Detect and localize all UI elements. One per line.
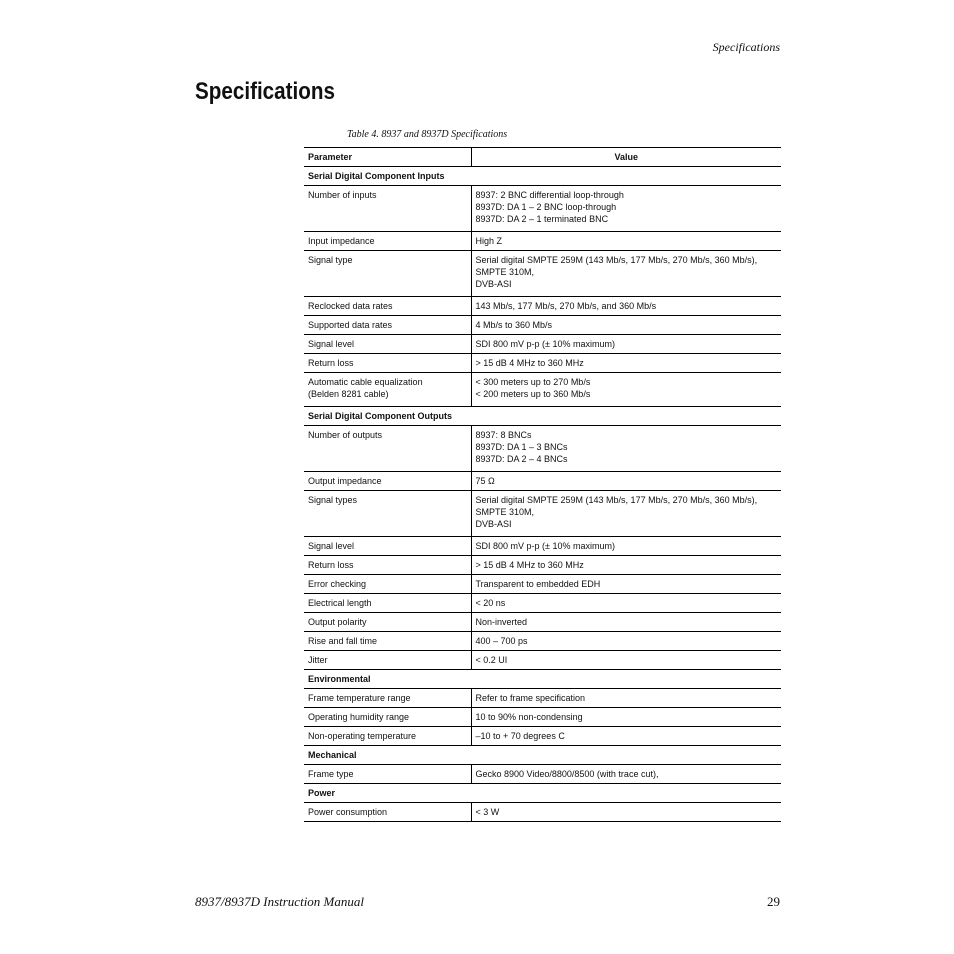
page-number: 29 [767,894,780,909]
value-cell: SDI 800 mV p-p (± 10% maximum) [471,537,781,556]
parameter-cell: Power consumption [304,803,471,822]
value-cell: < 3 W [471,803,781,822]
parameter-cell: Input impedance [304,232,471,251]
parameter-cell: Output polarity [304,613,471,632]
parameter-cell: Supported data rates [304,316,471,335]
parameter-cell: Return loss [304,354,471,373]
parameter-cell: Return loss [304,556,471,575]
table-row [304,537,781,556]
value-cell: 8937: 2 BNC differential loop-through 8937D: DA 1 – 2 BNC loop-through 8937D: DA 2 – 1 terminated BNC [471,186,781,232]
value-cell: SDI 800 mV p-p (± 10% maximum) [471,335,781,354]
section-title: Mechanical [304,746,781,765]
table-row [304,491,781,537]
table-caption: Table 4. 8937 and 8937D Specifications [347,129,508,140]
parameter-cell: Electrical length [304,594,471,613]
table-row [304,297,781,316]
table-row [304,632,781,651]
value-cell: Serial digital SMPTE 259M (143 Mb/s, 177 Mb/s, 270 Mb/s, 360 Mb/s), SMPTE 310M, DVB-ASI [471,491,781,537]
parameter-cell: Number of inputs [304,186,471,232]
running-head: Specifications [712,40,780,54]
table-row [304,472,781,491]
specifications-table-body [304,167,781,822]
value-cell: 400 – 700 ps [471,632,781,651]
parameter-cell: Signal types [304,491,471,537]
parameter-column-header: Parameter [304,148,471,167]
parameter-cell: Signal level [304,537,471,556]
parameter-cell: Jitter [304,651,471,670]
section-header-row [304,746,781,765]
table-row [304,354,781,373]
table-header-row [304,148,781,167]
value-cell: –10 to + 70 degrees C [471,727,781,746]
value-cell: 75 Ω [471,472,781,491]
value-cell: < 0.2 UI [471,651,781,670]
table-row [304,373,781,407]
value-cell: < 20 ns [471,594,781,613]
parameter-cell: Reclocked data rates [304,297,471,316]
footer-manual-title: 8937/8937D Instruction Manual [195,894,364,909]
value-cell: 4 Mb/s to 360 Mb/s [471,316,781,335]
table-row [304,232,781,251]
value-cell: High Z [471,232,781,251]
value-cell: < 300 meters up to 270 Mb/s < 200 meters up to 360 Mb/s [471,373,781,407]
table-row [304,651,781,670]
value-cell: Gecko 8900 Video/8800/8500 (with trace cut), [471,765,781,784]
value-cell: 143 Mb/s, 177 Mb/s, 270 Mb/s, and 360 Mb/s [471,297,781,316]
value-cell: > 15 dB 4 MHz to 360 MHz [471,354,781,373]
table-row [304,803,781,822]
table-row [304,335,781,354]
section-header-row [304,167,781,186]
parameter-cell: Frame type [304,765,471,784]
parameter-cell: Error checking [304,575,471,594]
section-title: Serial Digital Component Outputs [304,407,781,426]
parameter-cell: Frame temperature range [304,689,471,708]
table-row [304,765,781,784]
value-cell: > 15 dB 4 MHz to 360 MHz [471,556,781,575]
parameter-cell: Output impedance [304,472,471,491]
parameter-cell: Non-operating temperature [304,727,471,746]
section-title: Environmental [304,670,781,689]
section-header-row [304,784,781,803]
value-column-header: Value [471,148,781,167]
value-cell: Transparent to embedded EDH [471,575,781,594]
table-row [304,708,781,727]
table-row [304,556,781,575]
page-title: Specifications [195,78,335,105]
value-cell: 10 to 90% non-condensing [471,708,781,727]
parameter-cell: Operating humidity range [304,708,471,727]
table-row [304,575,781,594]
value-cell: 8937: 8 BNCs 8937D: DA 1 – 3 BNCs 8937D: DA 2 – 4 BNCs [471,426,781,472]
table-row [304,426,781,472]
parameter-cell: Number of outputs [304,426,471,472]
table-row [304,689,781,708]
table-row [304,186,781,232]
table-row [304,316,781,335]
table-row [304,251,781,297]
specifications-table [304,147,781,822]
table-row [304,594,781,613]
value-cell: Refer to frame specification [471,689,781,708]
parameter-cell: Signal level [304,335,471,354]
table-row [304,613,781,632]
parameter-cell: Signal type [304,251,471,297]
section-header-row [304,670,781,689]
table-row [304,727,781,746]
value-cell: Non-inverted [471,613,781,632]
parameter-cell: Automatic cable equalization (Belden 8281 cable) [304,373,471,407]
section-header-row [304,407,781,426]
parameter-cell: Rise and fall time [304,632,471,651]
section-title: Power [304,784,781,803]
value-cell: Serial digital SMPTE 259M (143 Mb/s, 177 Mb/s, 270 Mb/s, 360 Mb/s), SMPTE 310M, DVB-ASI [471,251,781,297]
section-title: Serial Digital Component Inputs [304,167,781,186]
